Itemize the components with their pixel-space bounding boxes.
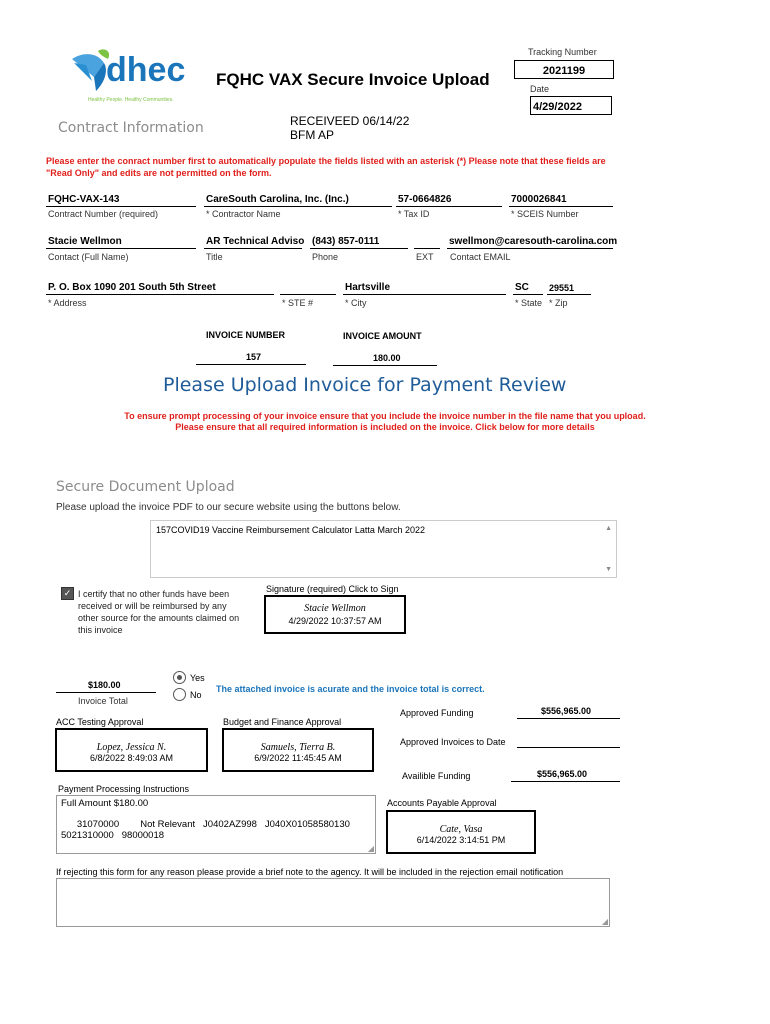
reject-note-label: If rejecting this form for any reason please provide a brief note to the agency. It will be included in the rejection email notification bbox=[56, 867, 564, 877]
payment-instructions-box[interactable] bbox=[56, 795, 376, 854]
dhec-logo bbox=[60, 45, 198, 107]
form-title: FQHC VAX Secure Invoice Upload bbox=[216, 70, 490, 89]
zip-label: * Zip bbox=[549, 298, 568, 308]
invoice-number-value[interactable]: 157 bbox=[246, 352, 262, 362]
accounts-payable-date: 6/14/2022 3:14:51 PM bbox=[416, 835, 506, 845]
zip-value: 29551 bbox=[549, 283, 575, 293]
certify-line-3: other source for the amounts claimed on bbox=[78, 613, 240, 623]
contract-number-value[interactable]: FQHC-VAX-143 bbox=[48, 194, 120, 205]
title-value[interactable]: AR Technical Adviso bbox=[206, 236, 305, 247]
signature-date: 4/29/2022 10:37:57 AM bbox=[288, 616, 382, 626]
yes-label: Yes bbox=[190, 673, 205, 683]
reject-note-textarea[interactable] bbox=[56, 878, 610, 927]
state-value: SC bbox=[515, 282, 529, 293]
received-stamp-line1: RECEIVEED 06/14/22 bbox=[290, 114, 410, 128]
upload-notice-1: To ensure prompt processing of your invoice ensure that you include the invoice number in the file name that you upload. bbox=[124, 411, 646, 421]
invoice-total-value[interactable]: $180.00 bbox=[88, 680, 121, 690]
budget-finance-signature-box[interactable] bbox=[222, 728, 374, 772]
no-label: No bbox=[190, 690, 202, 700]
budget-finance-label: Budget and Finance Approval bbox=[223, 717, 342, 727]
sceis-label: * SCEIS Number bbox=[511, 209, 579, 219]
signature-label: Signature (required) Click to Sign bbox=[266, 584, 399, 594]
contractor-name-label: * Contractor Name bbox=[206, 209, 281, 219]
received-stamp bbox=[290, 114, 409, 142]
contact-value[interactable]: Stacie Wellmon bbox=[48, 236, 122, 247]
received-stamp-line2: BFM AP bbox=[290, 128, 335, 142]
yes-radio[interactable] bbox=[173, 671, 186, 684]
date-label: Date bbox=[530, 84, 550, 94]
contact-label: Contact (Full Name) bbox=[48, 252, 129, 262]
upload-notice-2: Please ensure that all required information is included on the invoice. Click below for more details bbox=[175, 422, 595, 432]
tax-id-value: 57-0664826 bbox=[398, 194, 452, 205]
city-label: * City bbox=[345, 298, 367, 308]
address-value: P. O. Box 1090 201 South 5th Street bbox=[48, 282, 216, 293]
secure-upload-text: Please upload the invoice PDF to our secure website using the buttons below. bbox=[56, 502, 401, 513]
certify-checkbox[interactable] bbox=[61, 587, 74, 600]
acc-testing-date: 6/8/2022 8:49:03 AM bbox=[89, 753, 174, 763]
state-label: * State bbox=[515, 298, 543, 308]
approved-funding-label: Approved Funding bbox=[400, 708, 474, 718]
ext-label: EXT bbox=[416, 252, 434, 262]
sceis-value: 7000026841 bbox=[511, 194, 567, 205]
accounts-payable-label: Accounts Payable Approval bbox=[387, 798, 497, 808]
contract-number-label: Contract Number (required) bbox=[48, 209, 159, 219]
phone-label: Phone bbox=[312, 252, 339, 262]
available-funding-value[interactable]: $556,965.00 bbox=[537, 769, 588, 779]
contract-info-heading: Contract Information bbox=[58, 120, 204, 136]
payment-line-3: 5021310000 98000018 bbox=[61, 830, 165, 841]
tax-id-label: * Tax ID bbox=[398, 209, 430, 219]
acc-testing-name: Lopez, Jessica N. bbox=[96, 742, 167, 753]
tracking-number-value: 2021199 bbox=[542, 65, 586, 77]
logo-text: dhec bbox=[106, 51, 186, 89]
scroll-down-icon[interactable]: ▼ bbox=[605, 566, 612, 573]
accounts-payable-name: Cate, Vasa bbox=[439, 824, 483, 835]
checkmark-icon: ✓ bbox=[63, 588, 72, 598]
certify-line-4: this invoice bbox=[78, 625, 123, 635]
approved-invoices-label: Approved Invoices to Date bbox=[400, 737, 506, 747]
email-value[interactable]: swellmon@caresouth-carolina.com bbox=[449, 236, 618, 247]
resize-handle-icon[interactable]: ◢ bbox=[367, 844, 374, 853]
certify-line-2: received or will be reimbursed by any bbox=[78, 601, 227, 611]
contractor-name-value: CareSouth Carolina, Inc. (Inc.) bbox=[206, 194, 349, 205]
payment-line-1: Full Amount $180.00 bbox=[61, 798, 149, 809]
no-radio[interactable] bbox=[173, 688, 186, 701]
uploaded-file-box[interactable] bbox=[150, 520, 617, 578]
payment-line-2: 31070000 Not Relevant J0402AZ998 J040X01058580130 bbox=[61, 819, 350, 830]
ste-label: * STE # bbox=[282, 298, 314, 308]
tracking-number-label: Tracking Number bbox=[528, 47, 597, 57]
city-value: Hartsville bbox=[345, 282, 391, 293]
accounts-payable-signature-box[interactable] bbox=[386, 810, 536, 854]
scroll-up-icon[interactable]: ▲ bbox=[605, 525, 612, 532]
payment-instructions-label: Payment Processing Instructions bbox=[58, 784, 190, 794]
acc-testing-signature-box[interactable] bbox=[55, 728, 208, 772]
invoice-number-label: INVOICE NUMBER bbox=[206, 330, 286, 340]
contract-notice: Please enter the conract number first to automatically populate the fields listed with an asterisk (*) Please note that these fields are "Read Only" and edits are not permitted on the form. bbox=[46, 156, 606, 178]
logo-tagline: Healthy People. Healthy Communities. bbox=[88, 97, 174, 103]
invoice-amount-label: INVOICE AMOUNT bbox=[343, 331, 422, 341]
secure-upload-heading: Secure Document Upload bbox=[56, 479, 235, 495]
address-label: * Address bbox=[48, 298, 87, 308]
available-funding-label: Availible Funding bbox=[402, 771, 471, 781]
signature-name: Stacie Wellmon bbox=[304, 603, 366, 614]
certify-text bbox=[78, 588, 239, 636]
resize-handle-icon[interactable]: ◢ bbox=[601, 917, 608, 926]
acc-testing-label: ACC Testing Approval bbox=[56, 717, 144, 727]
invoice-amount-value[interactable]: 180.00 bbox=[373, 353, 401, 363]
certify-line-1: I certify that no other funds have been bbox=[78, 589, 230, 599]
tracking-number-field[interactable] bbox=[514, 60, 614, 79]
budget-finance-name: Samuels, Tierra B. bbox=[260, 742, 336, 753]
phone-value[interactable]: (843) 857-0111 bbox=[312, 236, 380, 247]
approved-funding-value[interactable]: $556,965.00 bbox=[541, 706, 592, 716]
date-value: 4/29/2022 bbox=[533, 101, 582, 113]
email-label: Contact EMAIL bbox=[450, 252, 511, 262]
title-label: Title bbox=[206, 252, 223, 262]
uploaded-file-name: 157COVID19 Vaccine Reimbursement Calculator Latta March 2022 bbox=[156, 525, 425, 535]
invoice-accurate-statement: The attached invoice is acurate and the invoice total is correct. bbox=[216, 684, 485, 694]
invoice-total-label: Invoice Total bbox=[78, 696, 128, 706]
budget-finance-date: 6/9/2022 11:45:45 AM bbox=[254, 753, 342, 763]
date-field[interactable] bbox=[530, 96, 612, 115]
upload-heading: Please Upload Invoice for Payment Review bbox=[163, 374, 567, 396]
signature-box[interactable] bbox=[264, 595, 406, 634]
